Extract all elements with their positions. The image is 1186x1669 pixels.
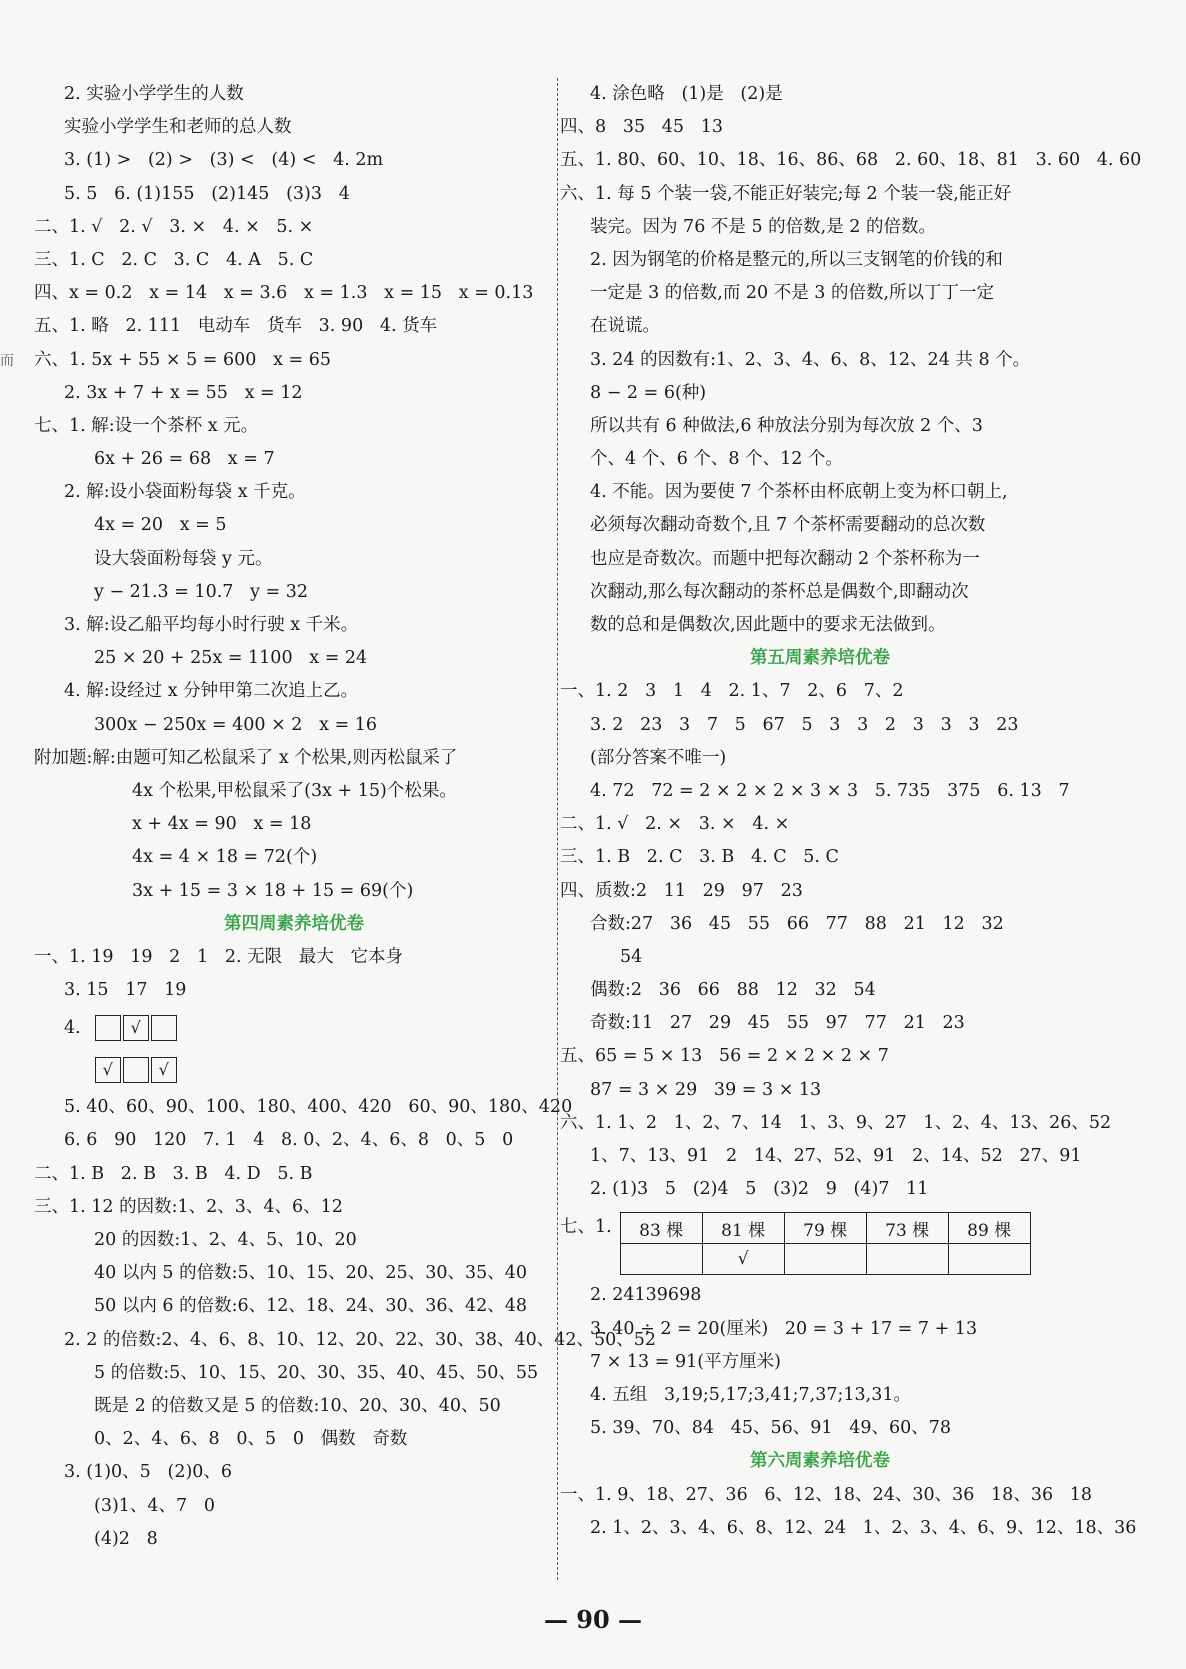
table-header-cell: 83 棵 <box>620 1213 702 1244</box>
answer-line: 0、2、4、6、8 0、5 0 偶数 奇数 <box>94 1429 408 1450</box>
answer-line: 附加题:解:由题可知乙松鼠采了 x 个松果,则丙松鼠采了 <box>34 747 458 768</box>
right-column <box>560 78 1142 1545</box>
answer-line: 也应是奇数次。而题中把每次翻动 2 个茶杯称为一 <box>590 548 980 569</box>
answer-line: 2. 实验小学学生的人数 <box>64 84 244 104</box>
table-header-cell: 81 棵 <box>702 1213 784 1244</box>
answer-box: √ <box>151 1057 177 1083</box>
answer-line: 25 × 20 + 25x = 1100 x = 24 <box>94 648 368 669</box>
answer-line: 所以共有 6 种做法,6 种放法分别为每次放 2 个、3 <box>590 415 983 436</box>
answer-line: 3. 40 ÷ 2 = 20(厘米) 20 = 3 + 17 = 7 + 13 <box>590 1318 978 1339</box>
answer-line: 三、1. C 2. C 3. C 4. A 5. C <box>34 249 314 270</box>
answer-line: 6. 6 90 120 7. 1 4 8. 0、2、4、6、8 0、5 0 <box>64 1130 514 1151</box>
table-header-cell: 79 棵 <box>784 1213 866 1244</box>
answer-line: 五、65 = 5 × 13 56 = 2 × 2 × 2 × 7 <box>560 1046 889 1067</box>
answer-line: 实验小学学生和老师的总人数 <box>64 117 292 138</box>
answer-line: 4. 72 72 = 2 × 2 × 2 × 3 × 3 5. 735 375 6. 13 7 <box>590 780 1070 801</box>
table-answer-row <box>620 1244 1030 1275</box>
table-cell <box>948 1244 1030 1275</box>
answer-line: 3x + 15 = 3 × 18 + 15 = 69(个) <box>132 880 414 901</box>
answer-line: 4x 个松果,甲松鼠采了(3x + 15)个松果。 <box>132 780 457 801</box>
answer-line: 数的总和是偶数次,因此题中的要求无法做到。 <box>590 615 946 635</box>
section-heading-week5: 第五周素养培优卷 <box>750 648 890 669</box>
answer-line: 3. 解:设乙船平均每小时行驶 x 千米。 <box>64 615 359 635</box>
table-cell <box>866 1244 948 1275</box>
answer-line: 8 − 2 = 6(种) <box>590 382 707 403</box>
answer-line: 三、1. B 2. C 3. B 4. C 5. C <box>560 847 839 868</box>
answer-line: 六、1. 5x + 55 × 5 = 600 x = 65 <box>34 349 332 370</box>
answer-line: 2. 因为钢笔的价格是整元的,所以三支钢笔的价钱的和 <box>590 249 1003 270</box>
answer-line: 3. 15 17 19 <box>64 980 187 1001</box>
answer-line: 300x − 250x = 400 × 2 x = 16 <box>94 714 378 735</box>
checkbox-group <box>95 1015 179 1041</box>
table-cell: √ <box>702 1244 784 1275</box>
column-divider <box>557 78 558 1580</box>
answer-line: 四、8 35 45 13 <box>560 117 724 138</box>
answer-line: 3. 2 23 3 7 5 67 5 3 3 2 3 3 3 23 <box>590 714 1019 735</box>
checkbox-row <box>34 1049 554 1091</box>
answer-line: 3. 24 的因数有:1、2、3、4、6、8、12、24 共 8 个。 <box>590 349 1031 370</box>
left-answers-week3 <box>34 78 554 908</box>
answer-line: 七、1. 解:设一个茶杯 x 元。 <box>34 415 259 436</box>
answer-line: 1、7、13、91 2 14、27、52、91 2、14、52 27、91 <box>590 1146 1082 1166</box>
answer-line: 五、1. 80、60、10、18、16、86、68 2. 60、18、81 3. 60 4. 60 <box>560 150 1142 171</box>
right-answers-week6 <box>560 1479 1137 1545</box>
answer-line: 6x + 26 = 68 x = 7 <box>94 449 275 470</box>
answer-box: √ <box>123 1015 149 1041</box>
answer-line: 54 <box>620 946 643 967</box>
tree-count-table <box>620 1212 1031 1275</box>
answer-line: 2. 2 的倍数:2、4、6、8、10、12、20、22、30、38、40、42、50、52 <box>64 1329 657 1350</box>
table-question-label: 七、1. <box>560 1217 612 1238</box>
answer-line: 4x = 20 x = 5 <box>94 515 227 536</box>
answer-line: 在说谎。 <box>590 316 660 337</box>
edge-mark: 而 <box>0 353 14 369</box>
answer-line: 3. (1)0、5 (2)0、6 <box>64 1462 233 1483</box>
answer-line: 偶数:2 36 66 88 12 32 54 <box>590 980 876 1001</box>
answer-box <box>95 1015 121 1041</box>
answer-line: 2. 解:设小袋面粉每袋 x 千克。 <box>64 482 306 503</box>
answer-line: 二、1. √ 2. √ 3. × 4. × 5. × <box>34 216 314 237</box>
checkbox-answer-grid <box>34 1007 554 1091</box>
answer-line: 四、质数:2 11 29 97 23 <box>560 880 803 901</box>
table-header-cell: 89 棵 <box>948 1213 1030 1244</box>
section-heading-week6: 第六周素养培优卷 <box>750 1451 890 1472</box>
answer-line: 一、1. 9、18、27、36 6、12、18、24、30、36 18、36 18 <box>560 1484 1093 1505</box>
answer-box: √ <box>95 1057 121 1083</box>
answer-line: 六、1. 1、2 1、2、7、14 1、3、9、27 1、2、4、13、26、52 <box>560 1112 1112 1133</box>
answer-line: 个、4 个、6 个、8 个、12 个。 <box>590 449 843 470</box>
section-heading-week4: 第四周素养培优卷 <box>224 913 364 934</box>
answer-line: 4. 涂色略 (1)是 (2)是 <box>590 84 783 104</box>
answer-line: 3. (1) > (2) > (3) < (4) < 4. 2m <box>64 150 384 171</box>
left-answers-week4-part1 <box>34 941 554 1007</box>
page-number: — 90 — <box>543 1605 643 1634</box>
answer-line: 2. (1)3 5 (2)4 5 (3)2 9 (4)7 11 <box>590 1179 929 1200</box>
answer-line: 2. 1、2、3、4、6、8、12、24 1、2、3、4、6、9、12、18、36 <box>590 1517 1137 1538</box>
answer-line: (3)1、4、7 0 <box>94 1495 216 1516</box>
answer-line: 五、1. 略 2. 111 电动车 货车 3. 90 4. 货车 <box>34 316 438 337</box>
answer-line: 奇数:11 27 29 45 55 97 77 21 23 <box>590 1013 965 1034</box>
answer-line: (部分答案不唯一) <box>590 747 727 768</box>
answer-line: 二、1. √ 2. × 3. × 4. × <box>560 814 790 835</box>
answer-line: 5 的倍数:5、10、15、20、30、35、40、45、50、55 <box>94 1362 539 1383</box>
answer-line: 40 以内 5 的倍数:5、10、15、20、25、30、35、40 <box>94 1263 527 1284</box>
checkbox-question-label: 4. <box>64 1018 81 1039</box>
answer-line: 4. 不能。因为要使 7 个茶杯由杯底朝上变为杯口朝上, <box>590 482 1008 503</box>
answer-line: 次翻动,那么每次翻动的茶杯总是偶数个,即翻动次 <box>590 581 969 602</box>
table-header-row <box>620 1213 1030 1244</box>
answer-line: 20 的因数:1、2、4、5、10、20 <box>94 1230 357 1250</box>
answer-line: 87 = 3 × 29 39 = 3 × 13 <box>590 1079 822 1100</box>
answer-line: 5. 39、70、84 45、56、91 49、60、78 <box>590 1418 952 1439</box>
right-answers-week4 <box>560 78 1142 642</box>
answer-line: 六、1. 每 5 个装一袋,不能正好装完;每 2 个装一袋,能正好 <box>560 183 1012 204</box>
table-header-cell: 73 棵 <box>866 1213 948 1244</box>
right-answers-week5-part1 <box>560 675 1112 1206</box>
tree-count-table-block <box>560 1212 1080 1275</box>
answer-box <box>123 1057 149 1083</box>
answer-line: y − 21.3 = 10.7 y = 32 <box>94 581 309 602</box>
checkbox-row <box>34 1007 554 1049</box>
answer-box <box>151 1015 177 1041</box>
answer-line: 一、1. 2 3 1 4 2. 1、7 2、6 7、2 <box>560 681 904 702</box>
answer-line: 2. 3x + 7 + x = 55 x = 12 <box>64 382 303 403</box>
answer-line: 一定是 3 的倍数,而 20 不是 3 的倍数,所以丁丁一定 <box>590 283 995 304</box>
answer-line: 2. 24139698 <box>590 1285 702 1306</box>
table-cell <box>620 1244 702 1275</box>
answer-line: (4)2 8 <box>94 1528 158 1549</box>
right-answers-week5-part2 <box>560 1279 1080 1445</box>
answer-line: 4. 五组 3,19;5,17;3,41;7,37;13,31。 <box>590 1384 911 1405</box>
answer-line: 既是 2 的倍数又是 5 的倍数:10、20、30、40、50 <box>94 1395 501 1416</box>
answer-line: 4. 解:设经过 x 分钟甲第二次追上乙。 <box>64 681 359 702</box>
answer-line: 一、1. 19 19 2 1 2. 无限 最大 它本身 <box>34 946 403 967</box>
answer-line: 合数:27 36 45 55 66 77 88 21 12 32 <box>590 913 1004 934</box>
answer-line: 5. 40、60、90、100、180、400、420 60、90、180、420 <box>64 1097 573 1118</box>
answer-line: 三、1. 12 的因数:1、2、3、4、6、12 <box>34 1196 343 1217</box>
answer-line: 7 × 13 = 91(平方厘米) <box>590 1351 781 1372</box>
table-cell <box>784 1244 866 1275</box>
answer-line: 50 以内 6 的倍数:6、12、18、24、30、36、42、48 <box>94 1296 527 1317</box>
answer-line: 设大袋面粉每袋 y 元。 <box>94 548 273 569</box>
answer-line: 5. 5 6. (1)155 (2)145 (3)3 4 <box>64 183 350 204</box>
answer-line: 必须每次翻动奇数个,且 7 个茶杯需要翻动的总次数 <box>590 515 986 536</box>
checkbox-group <box>95 1057 179 1083</box>
answer-line: 二、1. B 2. B 3. B 4. D 5. B <box>34 1163 313 1184</box>
answer-line: 装完。因为 76 不是 5 的倍数,是 2 的倍数。 <box>590 216 936 237</box>
answer-line: 四、x = 0.2 x = 14 x = 3.6 x = 1.3 x = 15 x = 0.13 <box>34 283 534 304</box>
answer-line: x + 4x = 90 x = 18 <box>132 814 312 835</box>
answer-line: 4x = 4 × 18 = 72(个) <box>132 847 318 868</box>
